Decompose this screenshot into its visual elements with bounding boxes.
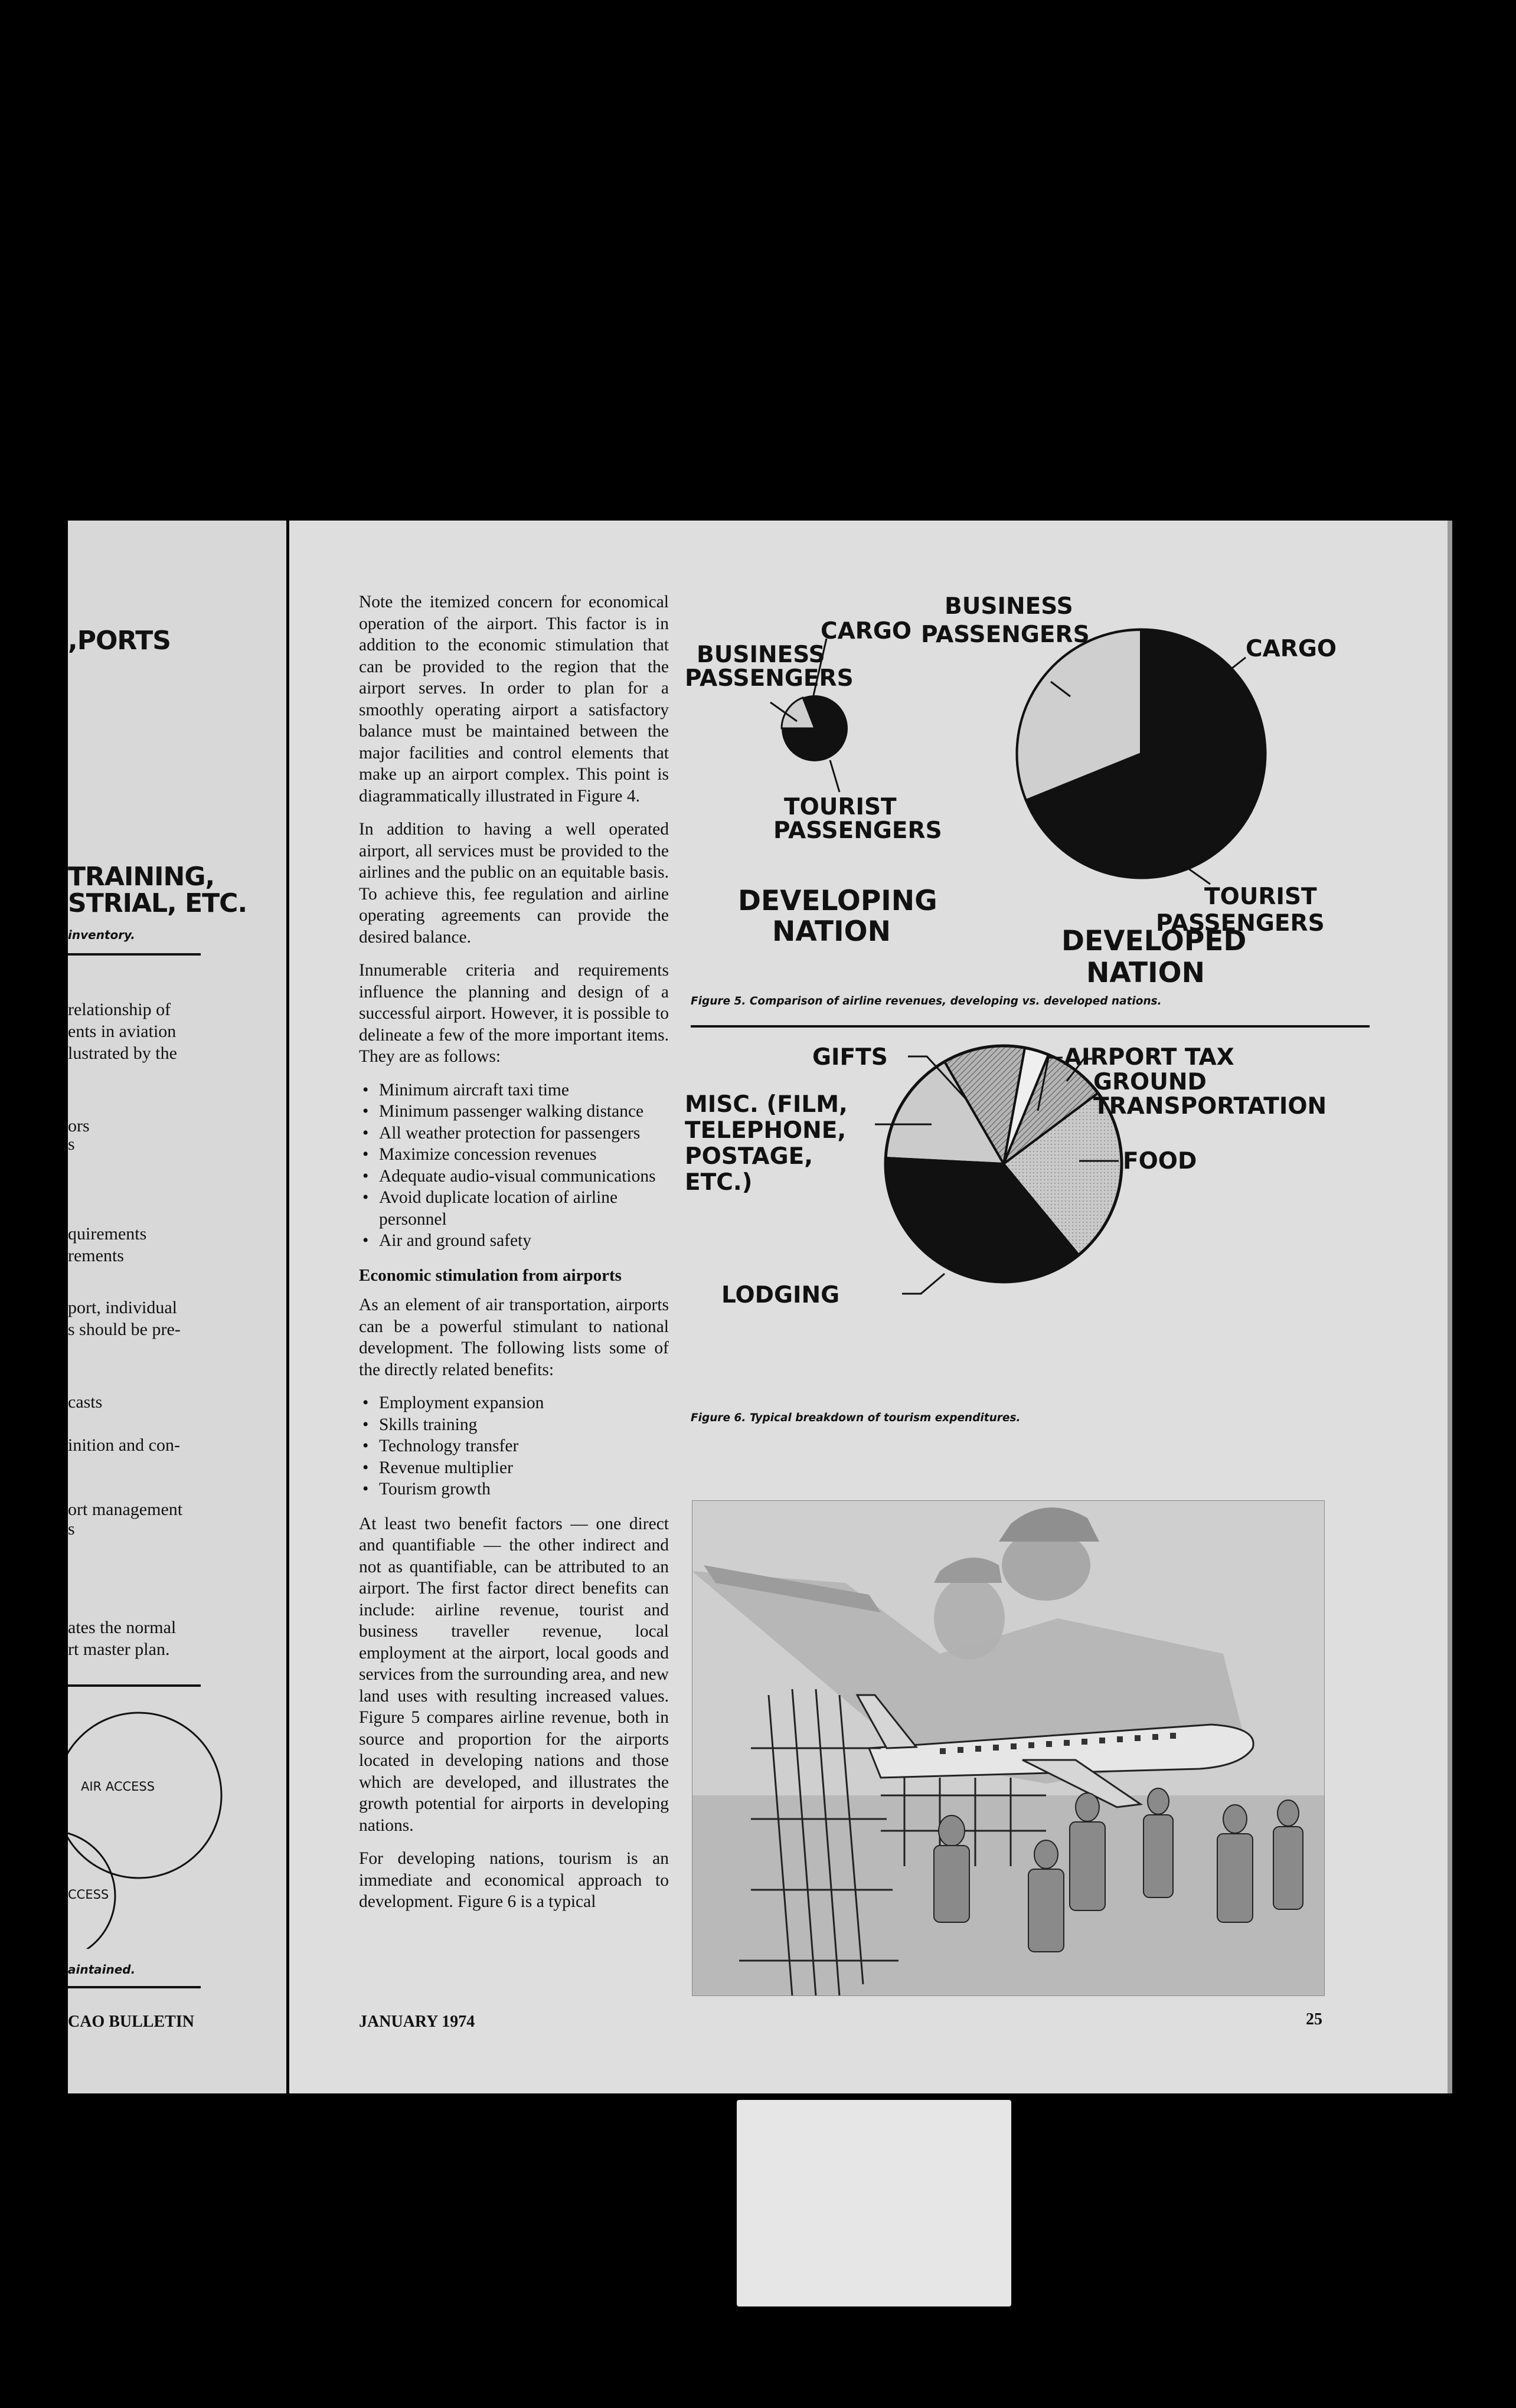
paragraph: As an element of air transportation, airports can be a powerful stimulant to national development. The following lists some of the directly related benefits: xyxy=(359,1295,669,1379)
left-heading-training: TRAINING, xyxy=(68,862,215,892)
left-text-line: ort management xyxy=(68,1500,183,1519)
figure-5-pie-comparison xyxy=(685,591,1370,945)
large-pie-nation: DEVELOPED xyxy=(1061,925,1247,957)
list-item: • Avoid duplicate location of airline personnel xyxy=(362,1188,618,1229)
paragraph: Innumerable criteria and requirements influence the planning and design of a successful airport. However, it is possible to delineate a few of the more important items. They are as follows: xyxy=(359,961,669,1066)
pie-label-gifts: GIFTS xyxy=(812,1044,888,1071)
small-pie-label-cargo: CARGO xyxy=(821,618,912,644)
large-pie-label-business: PASSENGERS xyxy=(921,621,1090,648)
footer-date: JANUARY 1974 xyxy=(359,2013,475,2031)
small-pie-label-tourist: TOURIST xyxy=(784,794,897,820)
list-item: • Minimum passenger walking distance xyxy=(362,1102,644,1121)
left-text-line: casts xyxy=(68,1392,103,1412)
small-pie-nation: DEVELOPING xyxy=(738,885,937,917)
pie-label-airport-tax: AIRPORT TAX xyxy=(1064,1044,1234,1071)
left-text-line: rements xyxy=(68,1246,124,1265)
list-item: • Skills training xyxy=(362,1415,478,1434)
left-heading-industrial: STRIAL, ETC. xyxy=(68,888,247,918)
pie-label-misc: ETC.) xyxy=(685,1169,753,1196)
left-caption-maintained: aintained. xyxy=(68,1962,136,1977)
venn-label-air-access: AIR ACCESS xyxy=(81,1779,155,1794)
small-pie xyxy=(685,618,942,945)
calibration-card xyxy=(737,2100,1011,2306)
large-pie xyxy=(921,593,1337,937)
left-text-line: s xyxy=(68,1519,75,1539)
page-number: 25 xyxy=(1306,2010,1322,2029)
left-rule xyxy=(68,1986,201,1988)
list-item: • Maximize concession revenues xyxy=(362,1145,597,1164)
small-pie-label-business: BUSINESS xyxy=(697,642,825,668)
list-item: • Tourism growth xyxy=(362,1480,491,1499)
large-pie-label-cargo: CARGO xyxy=(1246,636,1337,662)
criteria-list xyxy=(359,1079,669,1252)
venn-label-access: CCESS xyxy=(68,1887,109,1902)
large-pie-label-tourist: TOURIST xyxy=(1204,884,1317,910)
paragraph: In addition to having a well operated airport, all services must be provided to the airlines and the public on an equitable basis. To achieve this, fee regulation and airline operating agreements can provide the desired balance. xyxy=(359,820,669,947)
large-pie-label-business: BUSINESS xyxy=(945,593,1073,620)
pie-label-misc: POSTAGE, xyxy=(685,1143,813,1170)
tourism-pie xyxy=(685,1044,1326,1308)
list-item: • Revenue multiplier xyxy=(362,1458,513,1477)
list-item: • All weather protection for passengers xyxy=(362,1123,641,1143)
left-venn-diagram xyxy=(68,1701,286,1949)
left-text-line: inition and con- xyxy=(68,1435,180,1455)
list-item: • Technology transfer xyxy=(362,1437,519,1455)
paragraph: For developing nations, tourism is an immediate and economical approach to development. Figure 6 is a typical xyxy=(359,1849,669,1911)
left-rule xyxy=(68,953,201,956)
figure-6-caption: Figure 6. Typical breakdown of tourism expenditures. xyxy=(691,1412,1021,1424)
left-footer: CAO BULLETIN xyxy=(68,2013,194,2031)
list-item: • Employment expansion xyxy=(362,1393,544,1412)
left-rule xyxy=(68,1684,201,1687)
left-text-line: relationship of xyxy=(68,1000,171,1019)
section-heading: Economic stimulation from airports xyxy=(359,1265,622,1285)
left-text-line: rt master plan. xyxy=(68,1640,170,1659)
left-text-line: quirements xyxy=(68,1224,147,1244)
pie-label-lodging: LODGING xyxy=(721,1282,840,1308)
small-pie-label-tourist: PASSENGERS xyxy=(773,817,942,844)
large-pie-label-tourist: PASSENGERS xyxy=(1156,910,1325,937)
left-text-line: ors xyxy=(68,1116,90,1136)
list-item: • Air and ground safety xyxy=(362,1231,532,1250)
left-text-line: ents in aviation xyxy=(68,1022,177,1041)
list-item: • Adequate audio-visual communications xyxy=(362,1166,656,1186)
airport-illustration xyxy=(692,1500,1325,1996)
left-heading-ports: ,PORTS xyxy=(68,626,171,656)
pie-label-food: FOOD xyxy=(1123,1148,1197,1174)
benefits-list xyxy=(359,1392,669,1500)
main-page xyxy=(289,521,1449,2093)
left-caption-inventory: inventory. xyxy=(68,928,135,942)
small-pie-label-business: PASSENGERS xyxy=(685,665,854,692)
body-text-column xyxy=(359,591,669,1925)
pie-label-misc: MISC. (FILM, xyxy=(685,1091,848,1118)
pie-label-misc: TELEPHONE, xyxy=(685,1117,847,1144)
large-pie-nation-label xyxy=(1057,923,1305,994)
page-edge xyxy=(1448,521,1452,2093)
figure-6-tourism-pie xyxy=(685,1040,1381,1347)
left-text-line: ates the normal xyxy=(68,1618,177,1637)
pie-label-ground: GROUND xyxy=(1093,1069,1207,1095)
list-item: • Minimum aircraft taxi time xyxy=(362,1080,569,1100)
left-text-line: s xyxy=(68,1134,75,1154)
pie-label-ground: TRANSPORTATION xyxy=(1093,1093,1327,1120)
left-text-line: s should be pre- xyxy=(68,1320,181,1339)
left-text-line: port, individual xyxy=(68,1298,177,1317)
left-text-line: lustrated by the xyxy=(68,1043,177,1063)
paragraph: At least two benefit factors — one direct and quantifiable — the other indirect and not as quantifiable, can be attributed to an airport. The first factor direct benefits can include: airline revenue, tourist and business traveller revenue, local employment at the airport, local goods and services from the surrounding area, and new land uses with resulting increased values. Figure 5 compares airline revenue, both in source and proportion for the airports located in developing nations and those which are developed, and illustrates the growth potential for airports in developing nations. xyxy=(359,1514,669,1835)
figure-divider xyxy=(691,1025,1370,1028)
figure-5-caption: Figure 5. Comparison of airline revenues, developing vs. developed nations. xyxy=(691,995,1162,1007)
large-pie-nation: NATION xyxy=(1086,957,1205,989)
small-pie-nation: NATION xyxy=(772,915,891,945)
left-facing-page xyxy=(68,521,286,2093)
paragraph: Note the itemized concern for economical operation of the airport. This factor is in addition to the economic stimulation that can be provided to the region that the airport serves. In order to plan for a smoothly operating airport a satisfactory balance must be maintained between the major facilities and control elements that make up an airport complex. This point is diagrammatically illustrated in Figure 4. xyxy=(359,593,669,806)
